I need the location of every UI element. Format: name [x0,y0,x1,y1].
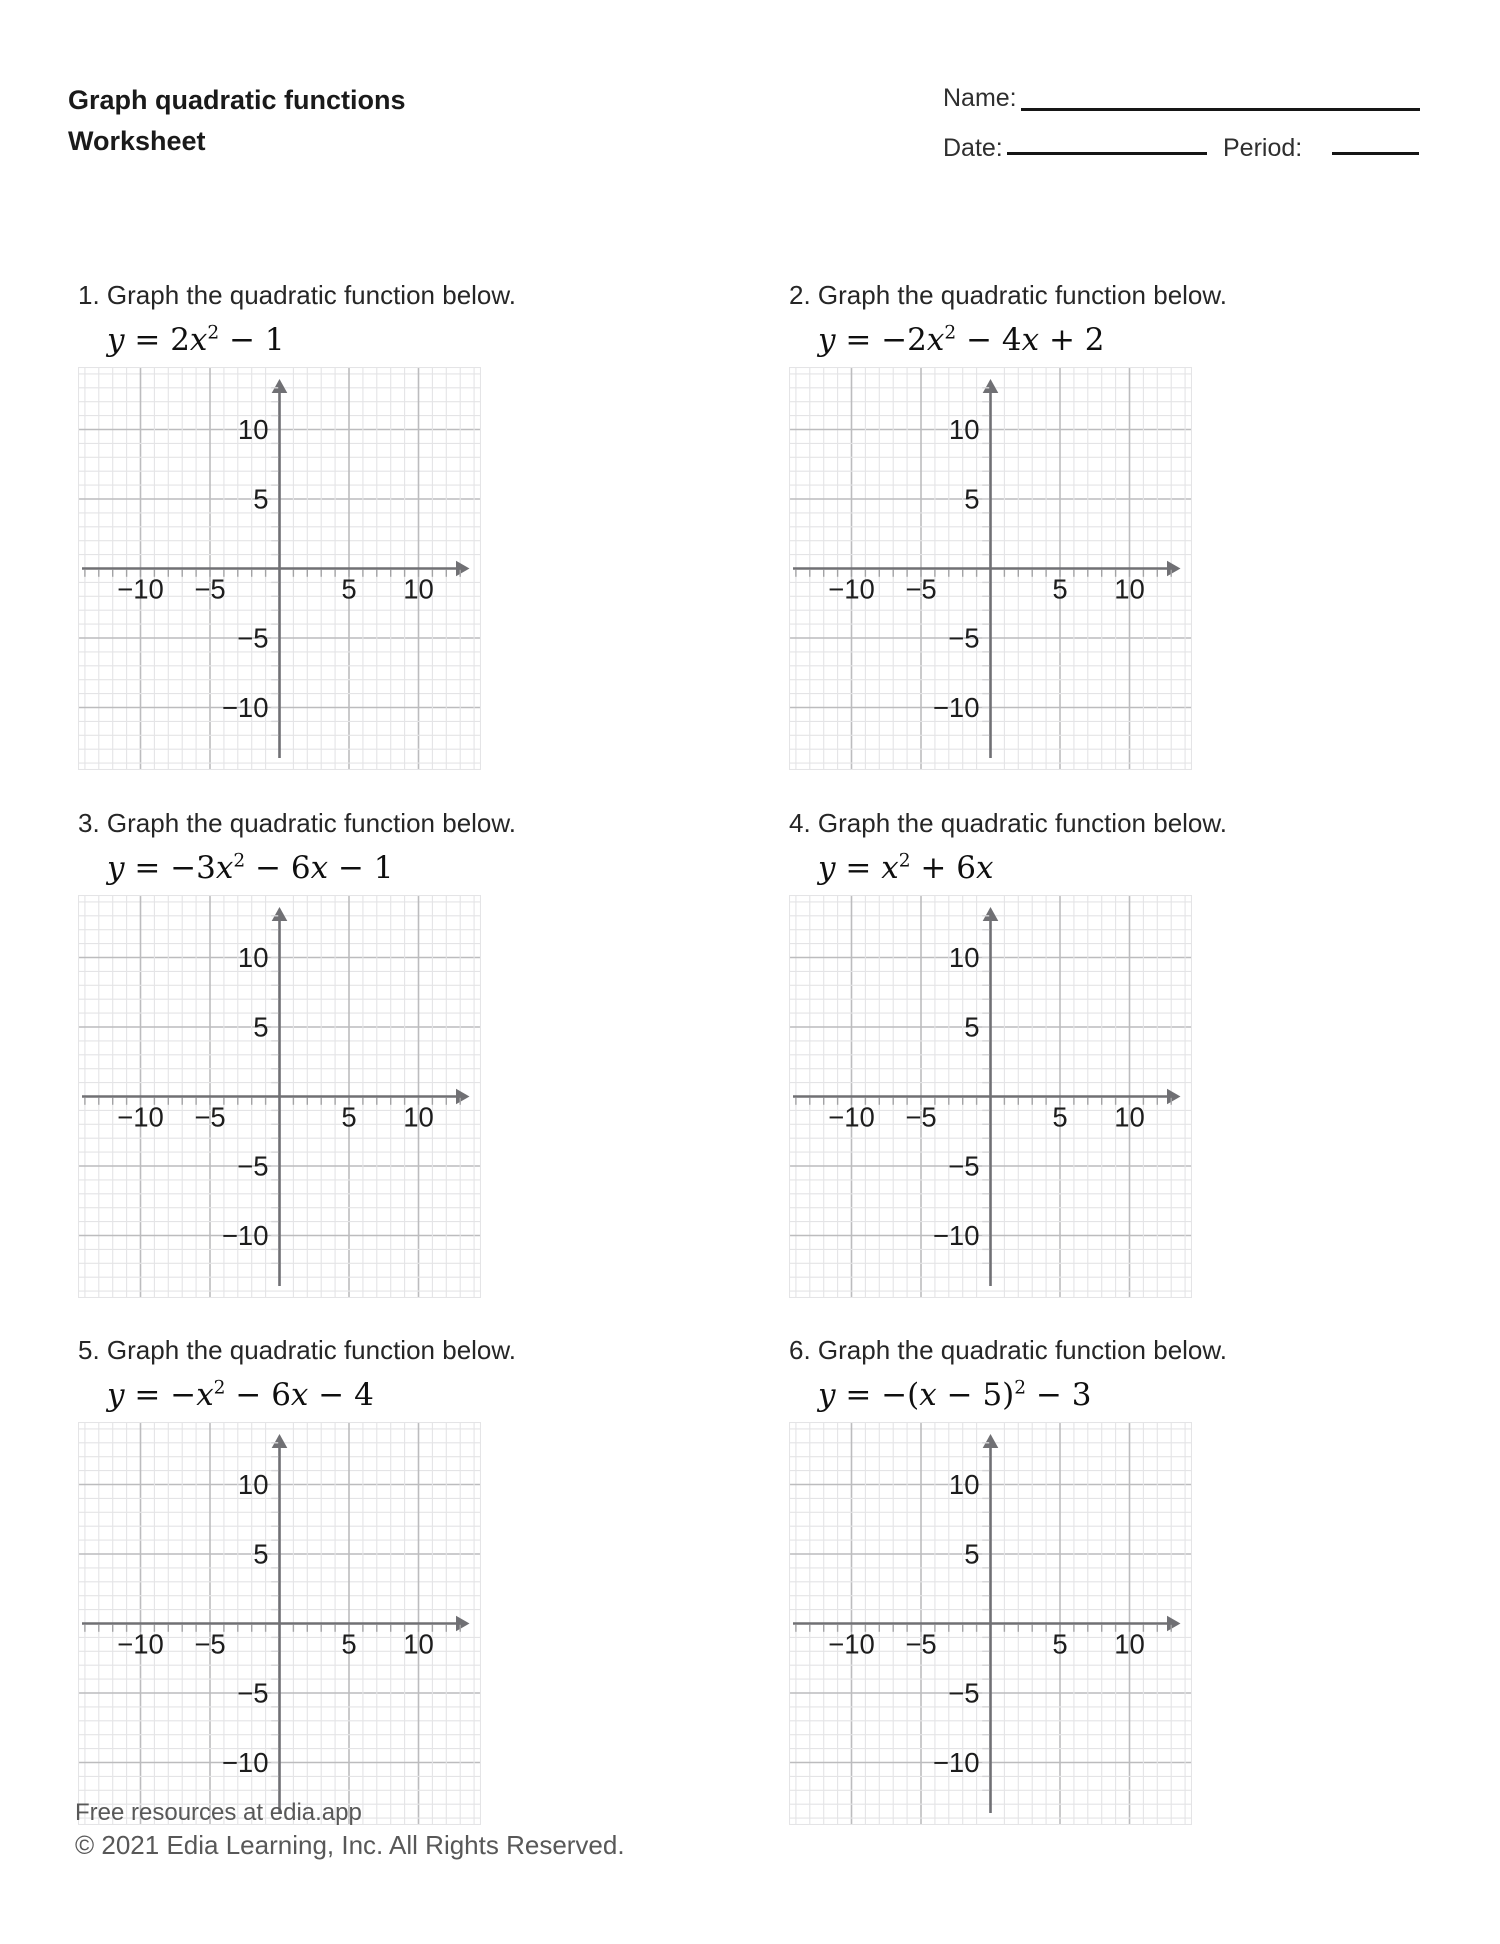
problem-equation: $y = -3x^2 - 6x - 1$ [107,850,394,886]
problem-title: 1. Graph the quadratic function below. [78,280,516,310]
page-title-line1: Graph quadratic functions [68,85,406,115]
problem-title: 4. Graph the quadratic function below. [789,808,1227,838]
tick-label: −5 [237,1150,269,1182]
period-label: Period: [1223,134,1303,162]
x-axis-arrow-icon [456,1089,470,1105]
coordinate-grid [789,1422,1192,1825]
tick-label: −5 [194,573,226,605]
x-axis-arrow-icon [456,561,470,577]
tick-label: 10 [237,414,269,445]
tick-label: 10 [948,414,980,445]
y-axis-arrow-icon [983,379,999,393]
tick-label: 10 [237,1469,269,1500]
tick-label: −5 [237,622,269,654]
problem-equation: $y = -x^2 - 6x - 4$ [107,1377,374,1413]
tick-label: 10 [1114,573,1145,605]
tick-label: −10 [117,1628,164,1660]
tick-label: −5 [905,1628,937,1660]
tick-label: 5 [341,573,357,605]
tick-label: 5 [341,1628,357,1660]
tick-label: 5 [1052,1628,1068,1660]
x-axis-arrow-icon [1167,1089,1181,1105]
y-axis-arrow-icon [983,907,999,921]
tick-label: 5 [964,1538,980,1570]
period-blank-line [1332,152,1419,155]
tick-label: 5 [253,483,269,515]
tick-label: 10 [403,573,434,605]
page-title-line2: Worksheet [68,126,206,156]
coordinate-grid [78,1422,481,1825]
tick-label: 10 [1114,1101,1145,1133]
grid-slot [78,367,481,770]
tick-label: 10 [948,1469,980,1500]
footer-copyright: © 2021 Edia Learning, Inc. All Rights Reserved. [75,1830,625,1860]
tick-label: 5 [253,1011,269,1043]
problem-equation: $y = -(x - 5)^2 - 3$ [818,1377,1092,1413]
x-axis-arrow-icon [1167,561,1181,577]
tick-label: 10 [948,942,980,973]
tick-label: 10 [1114,1628,1145,1660]
y-axis-arrow-icon [272,1434,288,1448]
problem-3 [78,808,516,1300]
tick-label: 5 [964,483,980,515]
tick-label: −10 [828,1101,875,1133]
tick-label: −5 [905,1101,937,1133]
name-label: Name: [943,84,1017,112]
problem-2 [789,280,1227,772]
problem-6 [789,1335,1227,1827]
grid-slot [789,367,1192,770]
problem-title: 6. Graph the quadratic function below. [789,1335,1227,1365]
grid-slot [78,895,481,1298]
y-axis-arrow-icon [983,1434,999,1448]
tick-label: −10 [221,1747,269,1778]
problem-title: 3. Graph the quadratic function below. [78,808,516,838]
date-blank-line [1007,152,1207,155]
problem-1 [78,280,516,772]
tick-label: 5 [964,1011,980,1043]
tick-label: −10 [828,1628,875,1660]
tick-label: 10 [237,942,269,973]
coordinate-grid [789,895,1192,1298]
problem-title: 2. Graph the quadratic function below. [789,280,1227,310]
tick-label: 5 [1052,1101,1068,1133]
tick-label: −5 [948,1677,980,1709]
grid-slot [789,895,1192,1298]
x-axis-arrow-icon [1167,1616,1181,1632]
coordinate-grid [789,367,1192,770]
problem-equation: $y = x^2 + 6x$ [818,850,994,886]
y-axis-arrow-icon [272,379,288,393]
problem-equation: $y = -2x^2 - 4x + 2$ [818,322,1105,358]
tick-label: −5 [905,573,937,605]
tick-label: −10 [117,573,164,605]
tick-label: −10 [932,1220,980,1251]
tick-label: −5 [948,622,980,654]
tick-label: 5 [1052,573,1068,605]
coordinate-grid [78,895,481,1298]
name-blank-line [1021,108,1420,111]
tick-label: 5 [341,1101,357,1133]
problem-5 [78,1335,516,1827]
tick-label: −10 [932,1747,980,1778]
tick-label: −10 [932,692,980,723]
y-axis-arrow-icon [272,907,288,921]
tick-label: −5 [194,1628,226,1660]
coordinate-grid [78,367,481,770]
grid-slot [78,1422,481,1825]
page-title [68,80,406,162]
date-label: Date: [943,134,1003,162]
tick-label: −5 [948,1150,980,1182]
tick-label: −10 [221,1220,269,1251]
x-axis-arrow-icon [456,1616,470,1632]
problem-title: 5. Graph the quadratic function below. [78,1335,516,1365]
tick-label: 10 [403,1628,434,1660]
grid-slot [789,1422,1192,1825]
tick-label: −10 [221,692,269,723]
footer-free-resources: Free resources at edia.app [75,1799,362,1826]
tick-label: −10 [117,1101,164,1133]
tick-label: 5 [253,1538,269,1570]
tick-label: 10 [403,1101,434,1133]
tick-label: −5 [237,1677,269,1709]
problem-equation: $y = 2x^2 - 1$ [107,322,285,358]
tick-label: −5 [194,1101,226,1133]
problem-4 [789,808,1227,1300]
tick-label: −10 [828,573,875,605]
